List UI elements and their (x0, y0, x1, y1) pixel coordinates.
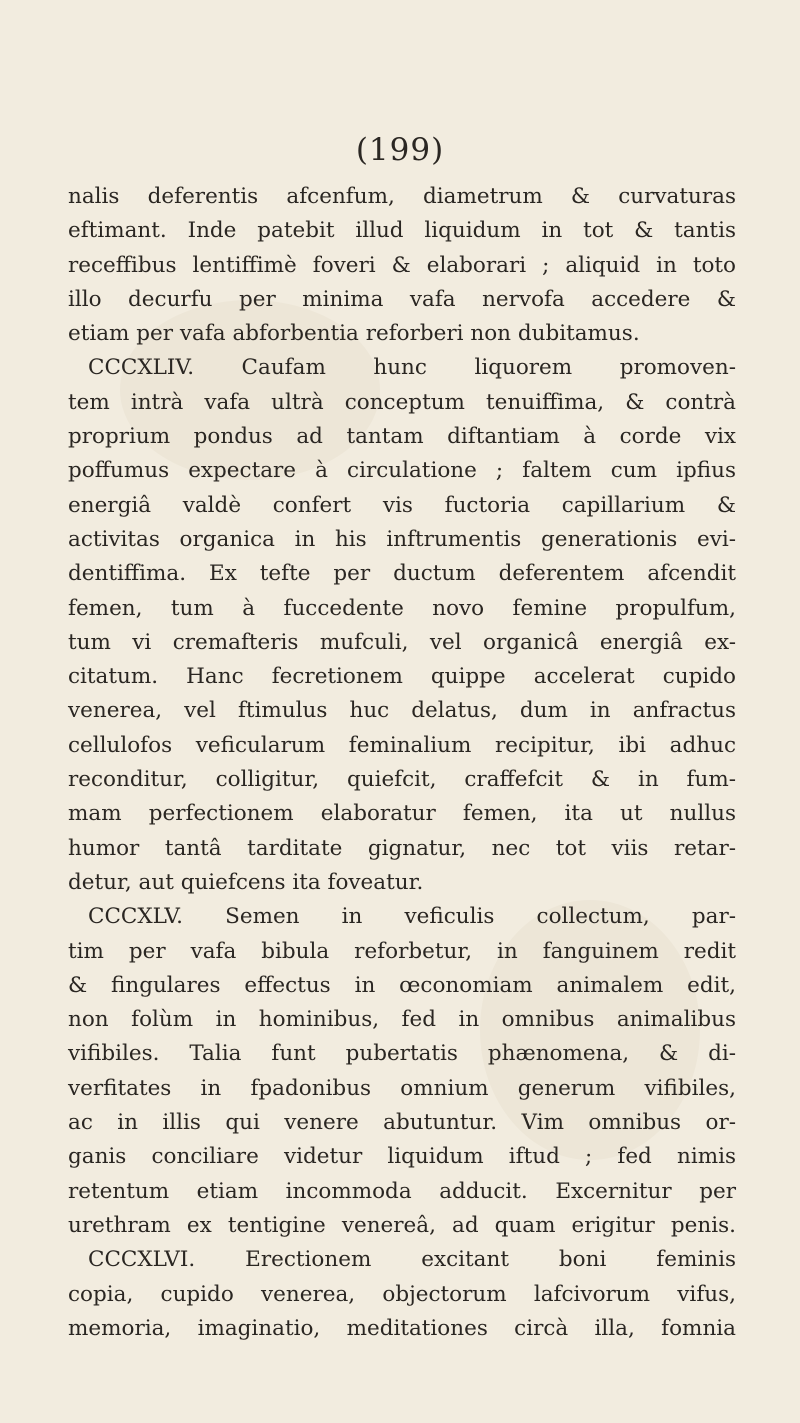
text-line: tim per vafa bibula reforbetur, in fanguinem redit (68, 938, 736, 964)
text-line: proprium pondus ad tantam diftantiam à corde vix (68, 424, 736, 450)
text-line: dentiffima. Ex tefte per ductum deferentem afcendit (68, 561, 736, 587)
text-line: eftimant. Inde patebit illud liquidum in tot & tantis (68, 218, 736, 244)
text-line: nalis deferentis afcenfum, diametrum & curvaturas (68, 184, 736, 209)
section-heading-line: CCCXLVI. Erectionem excitant boni feminis (88, 1247, 736, 1273)
text-line: non folùm in hominibus, fed in omnibus animalibus (68, 1007, 736, 1033)
text-line: tum vi cremafteris mufculi, vel organicâ energiâ ex- (68, 629, 736, 655)
text-line: ac in illis qui venere abutuntur. Vim omnibus or- (68, 1110, 736, 1136)
body-text (68, 180, 736, 1346)
text-line: verfitates in fpadonibus omnium generum vifibiles, (68, 1075, 736, 1101)
text-line: reconditur, colligitur, quiefcit, craffefcit & in fum- (68, 767, 736, 793)
text-line: ganis conciliare videtur liquidum iftud ; fed nimis (68, 1144, 736, 1170)
text-line: etiam per vafa abforbentia reforberi non dubitamus. (68, 321, 640, 347)
section-heading-line: CCCXLIV. Caufam hunc liquorem promoven- (88, 355, 736, 381)
text-line: illo decurfu per minima vafa nervofa accedere & (68, 286, 736, 312)
text-line: retentum etiam incommoda adducit. Excernitur per (68, 1178, 736, 1204)
text-line: vifibiles. Talia funt pubertatis phænomena, & di- (68, 1041, 736, 1067)
text-line: cellulofos veficularum feminalium recipitur, ibi adhuc (68, 732, 736, 758)
text-line: receffibus lentiffimè foveri & elaborari ; aliquid in toto (68, 252, 736, 278)
text-line: urethram ex tentigine venereâ, ad quam erigitur penis. (68, 1212, 736, 1238)
text-line: mam perfectionem elaboratur femen, ita ut nullus (68, 801, 736, 827)
text-line: detur, aut quiefcens ita foveatur. (68, 869, 424, 895)
text-line: tem intrà vafa ultrà conceptum tenuiffima, & contrà (68, 389, 736, 415)
text-line: energiâ valdè confert vis fuctoria capillarium & (68, 492, 736, 518)
section-heading-line: CCCXLV. Semen in veficulis collectum, par- (88, 904, 736, 930)
text-line: venerea, vel ftimulus huc delatus, dum in anfractus (68, 698, 736, 724)
text-line: femen, tum à fuccedente novo femine propulfum, (68, 595, 736, 621)
text-line: humor tantâ tarditate gignatur, nec tot viis retar- (68, 835, 736, 861)
text-line: poffumus expectare à circulatione ; faltem cum ipfius (68, 458, 736, 484)
text-line: copia, cupido venerea, objectorum lafcivorum vifus, (68, 1281, 736, 1307)
text-line: & fingulares effectus in œconomiam animalem edit, (68, 972, 736, 998)
page-number: (199) (355, 132, 445, 168)
text-line: memoria, imaginatio, meditationes circà illa, fomnia (68, 1315, 736, 1341)
text-line: citatum. Hanc fecretionem quippe accelerat cupido (68, 664, 736, 690)
text-line: activitas organica in his inftrumentis generationis evi- (68, 526, 736, 552)
